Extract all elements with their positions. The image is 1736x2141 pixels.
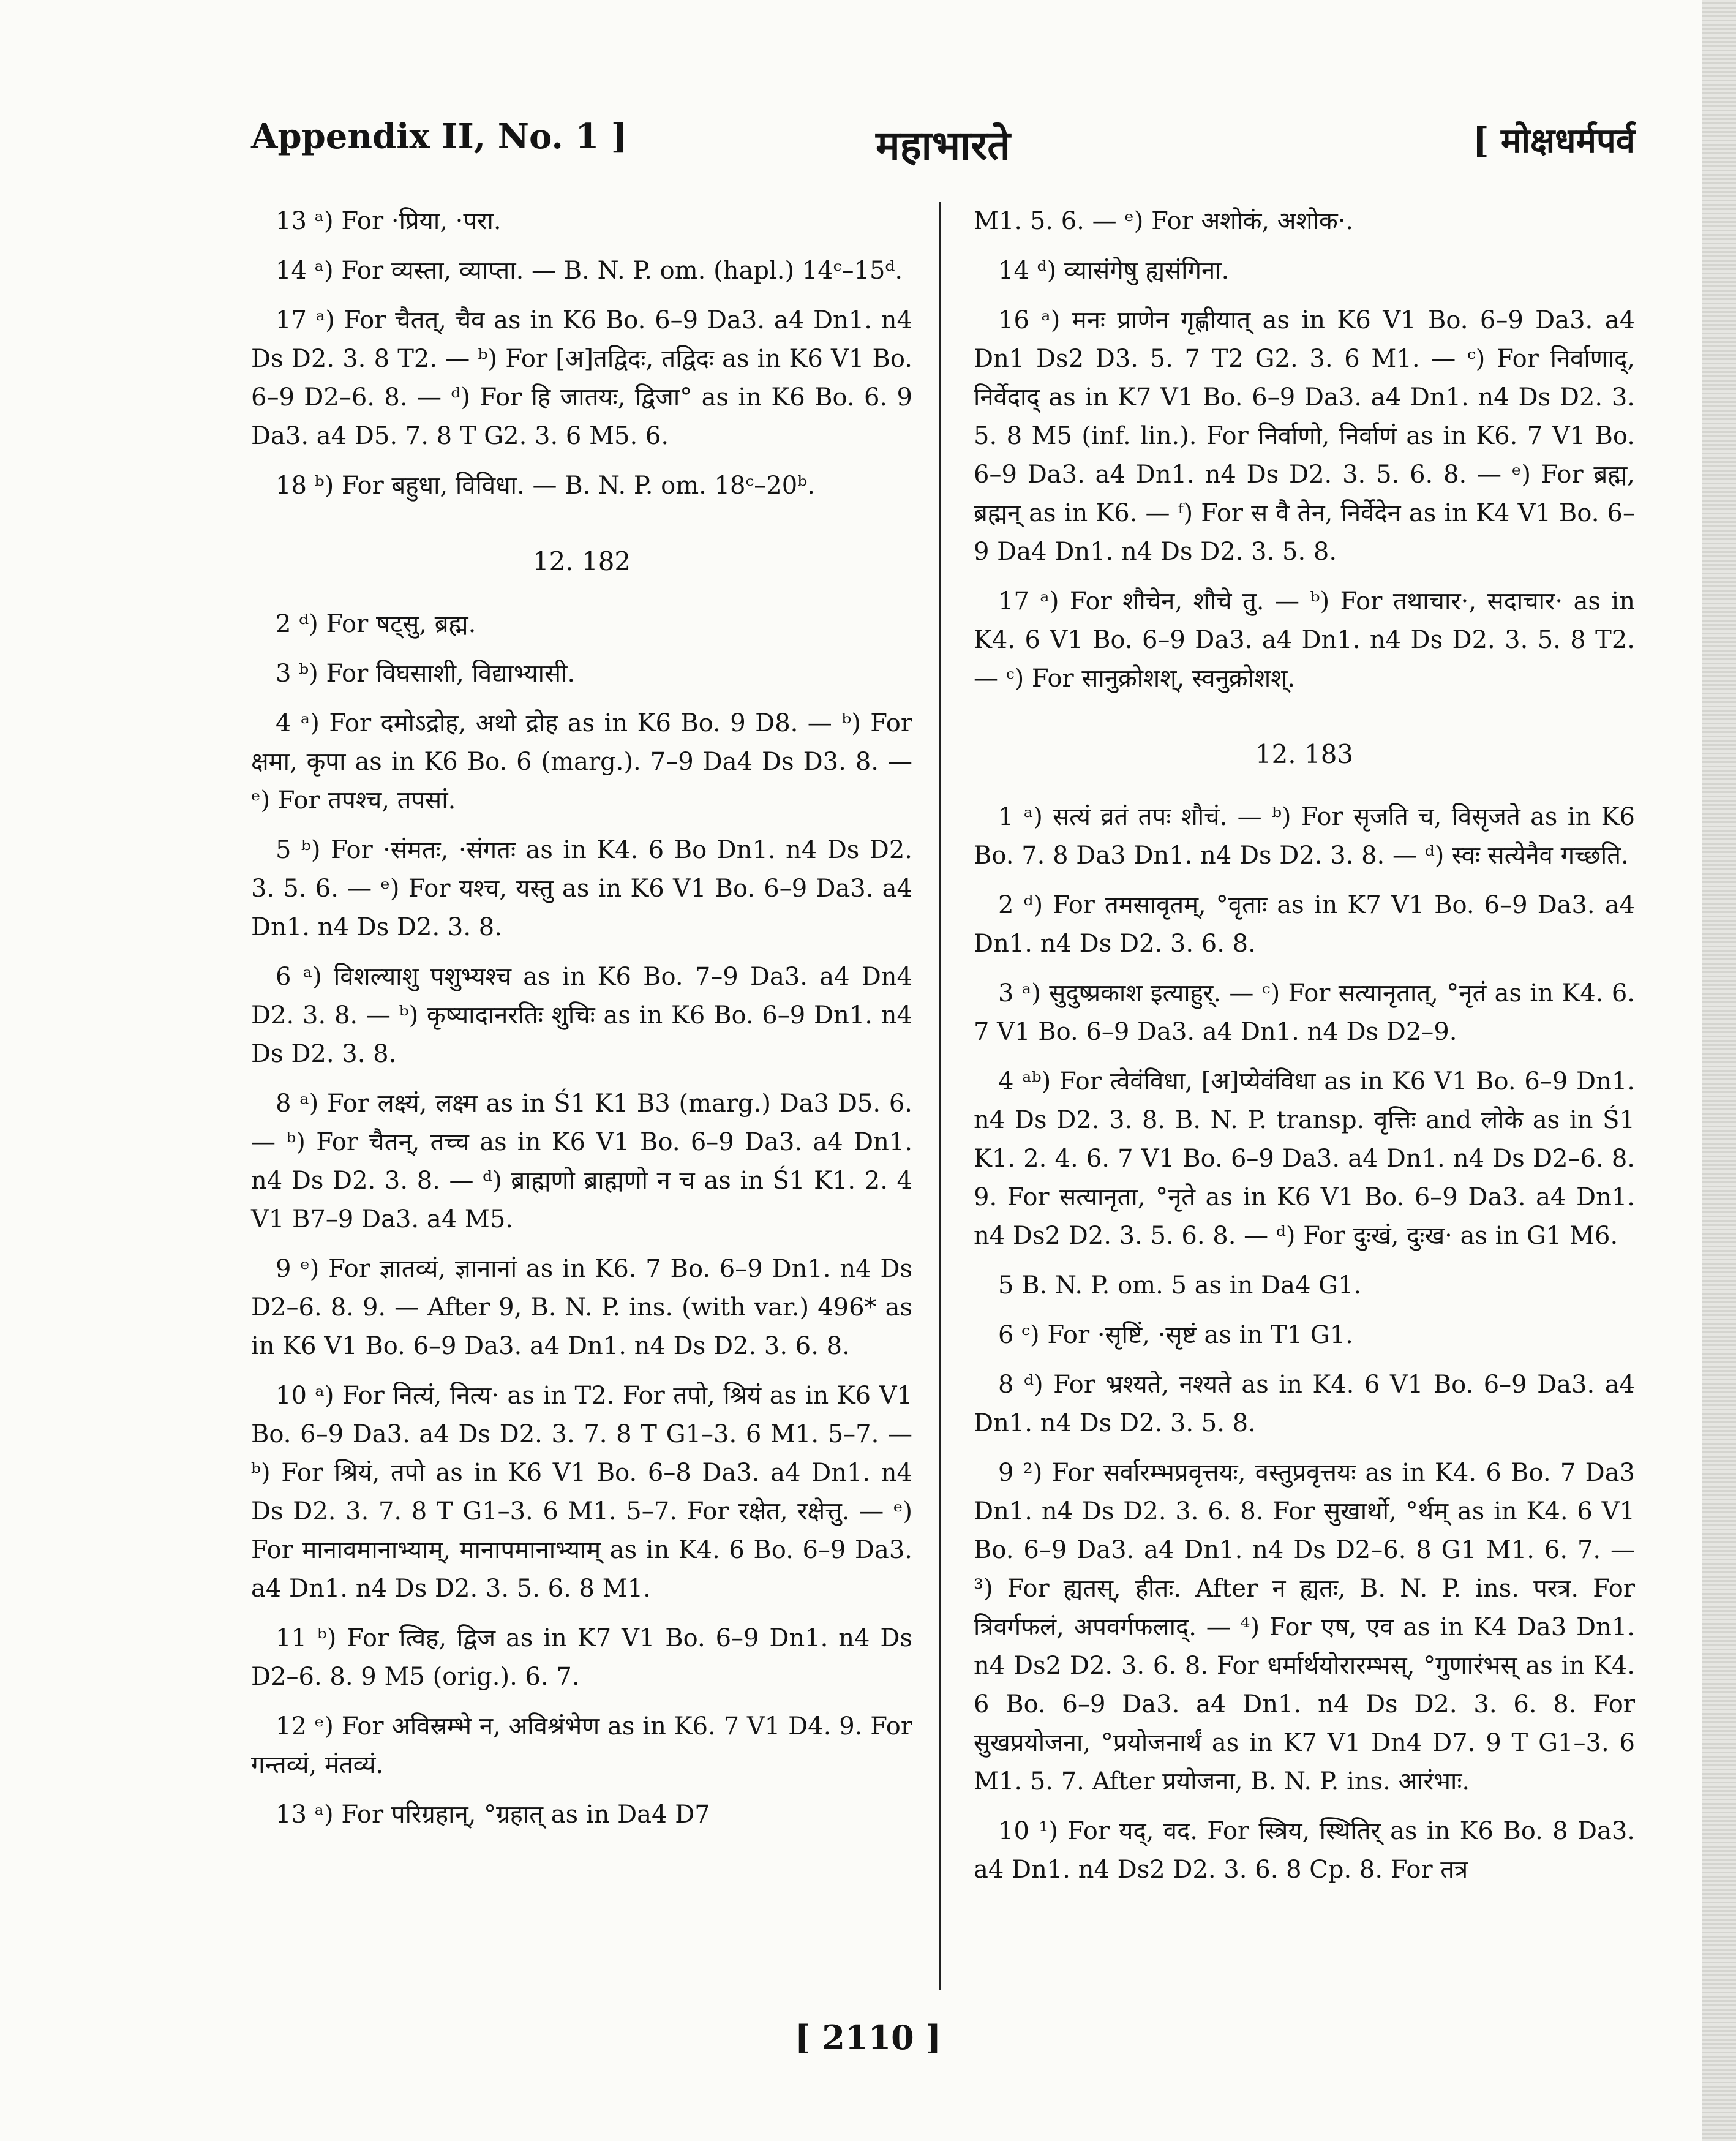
right-column: [974, 202, 1635, 1900]
note-entry: 2 ᵈ) For षट्सु, ब्रह्म.: [276, 610, 476, 638]
header-parvan-label: [ मोक्षधर्मपर्व: [1472, 121, 1635, 161]
note-entry: 3 ᵇ) For विघसाशी, विद्याभ्यासी.: [276, 660, 576, 688]
note-entry: 9 ²) For सर्वारम्भप्रवृत्तयः, वस्तुप्रवृत्तयः as in K4. 6 Bo. 7 Da3 Dn1. n4 Ds D2. 3. 6. 8. For सुखार्थो, °र्थम् as in K4. 6 V1 Bo. 6–9 Da3. a4 Dn1. n4 Ds D2–6. 8 G1 M1. 6. 7. — ³) For ह्यतस्, हीतः. After न ह्यतः, B. N. P. ins. परत्र. For त्रिवर्गफलं, अपवर्गफलाद्. — ⁴) For एष, एव as in K4 Da3 Dn1. n4 Ds2 D2. 3. 6. 8. For धर्मार्थयोरारम्भस्, °गुणारंभस् as in K4. 6 Bo. 6–9 Da3. a4 Dn1. n4 Ds D2. 3. 6. 8. For सुखप्रयोजना, °प्रयोजनार्थं as in K7 V1 Dn4 D7. 9 T G1–3. 6 M1. 5. 7. After प्रयोजना, B. N. P. ins. आरंभाः.: [974, 1459, 1635, 1796]
page-edge-shadow: [1702, 0, 1736, 2141]
note-entry: 13 ᵃ) For परिग्रहान्, °ग्रहात् as in Da4 D7: [276, 1800, 710, 1829]
note-entry: 9 ᵉ) For ज्ञातव्यं, ज्ञानानां as in K6. 7 Bo. 6–9 Dn1. n4 Ds D2–6. 8. 9. — After 9, B. N. P. ins. (with var.) 496* as in K6 V1 Bo. 6–9 Da3. a4 Dn1. n4 Ds D2. 3. 6. 8.: [251, 1255, 912, 1360]
page-number: [ 2110 ]: [795, 2018, 941, 2057]
left-column: [251, 202, 912, 1845]
note-entry: 6 ᵃ) विशल्याशु पशुभ्यश्च as in K6 Bo. 7–9 Da3. a4 Dn4 D2. 3. 8. — ᵇ) कृष्यादानरतिः शुचिः as in K6 Bo. 6–9 Dn1. n4 Ds D2. 3. 8.: [251, 963, 912, 1068]
note-entry: 16 ᵃ) मनः प्राणेन गृह्णीयात् as in K6 V1 Bo. 6–9 Da3. a4 Dn1 Ds2 D3. 5. 7 T2 G2. 3. 6 M1. — ᶜ) For निर्वाणाद्, निर्वेदाद् as in K7 V1 Bo. 6–9 Da3. a4 Dn1. n4 Ds D2. 3. 5. 8 M5 (inf. lin.). For निर्वाणो, निर्वाणं as in K6. 7 V1 Bo. 6–9 Da3. a4 Dn1. n4 Ds D2. 3. 5. 6. 8. — ᵉ) For ब्रह्म, ब्रह्मन् as in K6. — ᶠ) For स वै तेन, निर्वेदेन as in K4 V1 Bo. 6–9 Da4 Dn1. n4 Ds D2. 3. 5. 8.: [974, 306, 1635, 566]
note-entry: 2 ᵈ) For तमसावृतम्, °वृताः as in K7 V1 Bo. 6–9 Da3. a4 Dn1. n4 Ds D2. 3. 6. 8.: [974, 891, 1635, 958]
note-entry: 5 ᵇ) For ·संमतः, ·संगतः as in K4. 6 Bo Dn1. n4 Ds D2. 3. 5. 6. — ᵉ) For यश्च, यस्तु as in K6 V1 Bo. 6–9 Da3. a4 Dn1. n4 Ds D2. 3. 8.: [251, 836, 912, 941]
note-entry: 8 ᵈ) For भ्रश्यते, नश्यते as in K4. 6 V1 Bo. 6–9 Da3. a4 Dn1. n4 Ds D2. 3. 5. 8.: [974, 1371, 1635, 1437]
note-entry: 18 ᵇ) For बहुधा, विविधा. — B. N. P. om. 18ᶜ–20ᵇ.: [276, 472, 815, 500]
column-divider: [939, 202, 941, 1990]
note-entry: 10 ¹) For यद्, वद. For स्त्रिय, स्थितिर् as in K6 Bo. 8 Da3. a4 Dn1. n4 Ds2 D2. 3. 6. 8 Cp. 8. For तत्र: [974, 1817, 1635, 1884]
running-header: [251, 116, 1635, 184]
note-entry: 17 ᵃ) For चैतत्, चैव as in K6 Bo. 6–9 Da3. a4 Dn1. n4 Ds D2. 3. 8 T2. — ᵇ) For [अ]तद्विदः, तद्विदः as in K6 V1 Bo. 6–9 D2–6. 8. — ᵈ) For हि जातयः, द्विजा° as in K6 Bo. 6. 9 Da3. a4 D5. 7. 8 T G2. 3. 6 M5. 6.: [251, 306, 912, 450]
section-heading: 12. 183: [1255, 739, 1354, 769]
note-entry: 8 ᵃ) For लक्ष्यं, लक्ष्म as in Ś1 K1 B3 (marg.) Da3 D5. 6. — ᵇ) For चैतन्, तच्च as in K6 V1 Bo. 6–9 Da3. a4 Dn1. n4 Ds D2. 3. 8. — ᵈ) ब्राह्मणो ब्राह्मणो न च as in Ś1 K1. 2. 4 V1 B7–9 Da3. a4 M5.: [251, 1089, 912, 1233]
note-entry: 1 ᵃ) सत्यं व्रतं तपः शौचं. — ᵇ) For सृजति च, विसृजते as in K6 Bo. 7. 8 Da3 Dn1. n4 Ds D2. 3. 8. — ᵈ) स्वः सत्येनैव गच्छति.: [974, 803, 1635, 870]
note-entry: 14 ᵈ) व्यासंगेषु ह्यसंगिना.: [998, 257, 1230, 285]
note-entry: 13 ᵃ) For ·प्रिया, ·परा.: [276, 207, 502, 235]
note-entry: 17 ᵃ) For शौचेन, शौचे तु. — ᵇ) For तथाचार·, सदाचार· as in K4. 6 V1 Bo. 6–9 Da3. a4 Dn1. n4 Ds D2. 3. 5. 8 T2. — ᶜ) For सानुक्रोशश्, स्वनुक्रोशश्.: [974, 587, 1635, 693]
note-entry: 3 ᵃ) सुदुष्प्रकाश इत्याहुर्. — ᶜ) For सत्यानृतात्, °नृतं as in K4. 6. 7 V1 Bo. 6–9 Da3. a4 Dn1. n4 Ds D2–9.: [974, 979, 1635, 1046]
note-entry: M1. 5. 6. — ᵉ) For अशोकं, अशोक·.: [974, 207, 1354, 235]
note-entry: 4 ᵃᵇ) For त्वेवंविधा, [अ]प्येवंविधा as in K6 V1 Bo. 6–9 Dn1. n4 Ds D2. 3. 8. B. N. P. transp. वृत्तिः and लोके as in Ś1 K1. 2. 4. 6. 7 V1 Bo. 6–9 Da3. a4 Dn1. n4 Ds D2–6. 8. 9. For सत्यानृता, °नृते as in K6 V1 Bo. 6–9 Da3. a4 Dn1. n4 Ds2 D2. 3. 5. 6. 8. — ᵈ) For दुःखं, दुःख· as in G1 M6.: [974, 1067, 1635, 1250]
note-entry: 11 ᵇ) For त्विह, द्विज as in K7 V1 Bo. 6–9 Dn1. n4 Ds D2–6. 8. 9 M5 (orig.). 6. 7.: [251, 1624, 912, 1691]
header-title: महाभारते: [876, 121, 1010, 169]
note-entry: 5 B. N. P. om. 5 as in Da4 G1.: [998, 1271, 1362, 1300]
section-heading: 12. 182: [532, 546, 631, 576]
note-entry: 6 ᶜ) For ·सृष्टिं, ·सृष्टं as in T1 G1.: [998, 1321, 1353, 1349]
note-entry: 12 ᵉ) For अविस्रम्भे न, अविश्रंभेण as in K6. 7 V1 D4. 9. For गन्तव्यं, मंतव्यं.: [251, 1712, 912, 1779]
header-appendix-label: Appendix II, No. 1 ]: [251, 116, 628, 157]
note-entry: 4 ᵃ) For दमोऽद्रोह, अथो द्रोह as in K6 Bo. 9 D8. — ᵇ) For क्षमा, कृपा as in K6 Bo. 6 (marg.). 7–9 Da4 Ds D3. 8. — ᵉ) For तपश्च, तपसां.: [251, 709, 912, 815]
note-entry: 10 ᵃ) For नित्यं, नित्य· as in T2. For तपो, श्रियं as in K6 V1 Bo. 6–9 Da3. a4 Ds D2. 3. 7. 8 T G1–3. 6 M1. 5–7. — ᵇ) For श्रियं, तपो as in K6 V1 Bo. 6–8 Da3. a4 Dn1. n4 Ds D2. 3. 7. 8 T G1–3. 6 M1. 5–7. For रक्षेत, रक्षेत्तु. — ᵉ) For मानावमानाभ्याम्, मानापमानाभ्याम् as in K4. 6 Bo. 6–9 Da3. a4 Dn1. n4 Ds D2. 3. 5. 6. 8 M1.: [251, 1382, 912, 1603]
note-entry: 14 ᵃ) For व्यस्ता, व्याप्ता. — B. N. P. om. (hapl.) 14ᶜ–15ᵈ.: [276, 257, 903, 285]
